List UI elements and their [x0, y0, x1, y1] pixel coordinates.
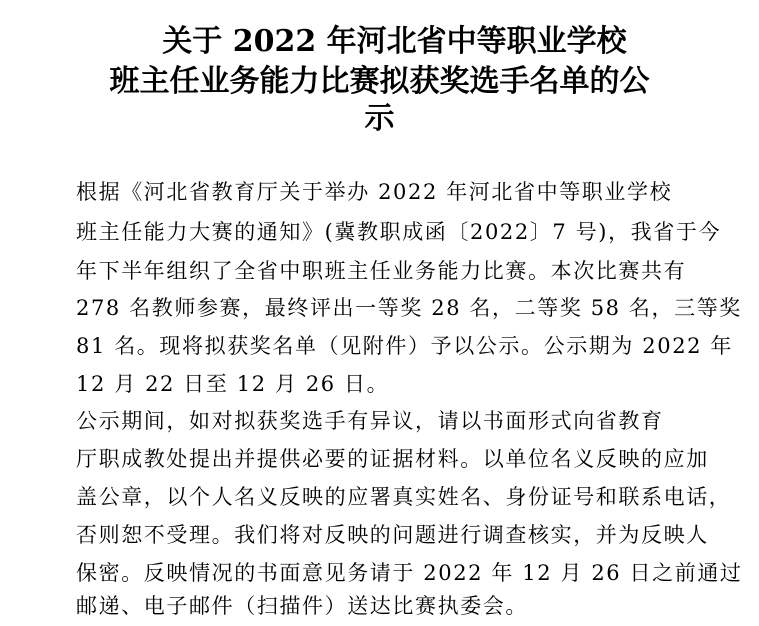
paragraph-1-line: 12 月 22 日至 12 月 26 日。 [76, 372, 390, 396]
paragraph-2-line: 公示期间，如对拟获奖选手有异议，请以书面形式向省教育 [76, 409, 664, 433]
document-title-line-2: 班主任业务能力比赛拟获奖选手名单的公 [109, 64, 650, 99]
paragraph-1-line: 278 名教师参赛，最终评出一等奖 28 名，二等奖 58 名，三等奖 [76, 296, 742, 320]
paragraph-1-line: 81 名。现将拟获奖名单（见附件）予以公示。公示期为 2022 年 [76, 334, 733, 358]
paragraph-1-line: 根据《河北省教育厅关于举办 2022 年河北省中等职业学校 [76, 180, 673, 204]
paragraph-2-line: 盖公章，以个人名义反映的应署真实姓名、身份证号和联系电话， [76, 485, 732, 509]
paragraph-1-line: 班主任能力大赛的通知》(冀教职成函〔2022〕7 号)，我省于今 [76, 220, 722, 244]
paragraph-1-line: 年下半年组织了全省中职班主任业务能力比赛。本次比赛共有 [76, 259, 687, 283]
paragraph-2-line: 邮递、电子邮件（扫描件）送达比赛执委会。 [76, 594, 528, 618]
paragraph-2-line: 保密。反映情况的书面意见务请于 2022 年 12 月 26 日之前通过 [76, 561, 743, 585]
document-title-line-1: 关于 2022 年河北省中等职业学校 [162, 24, 627, 59]
document-title-line-3: 示 [364, 101, 395, 136]
paragraph-2-line: 厅职成教处提出并提供必要的证据材料。以单位名义反映的应加 [76, 447, 709, 471]
paragraph-2-line: 否则恕不受理。我们将对反映的问题进行调查核实，并为反映人 [76, 523, 709, 547]
